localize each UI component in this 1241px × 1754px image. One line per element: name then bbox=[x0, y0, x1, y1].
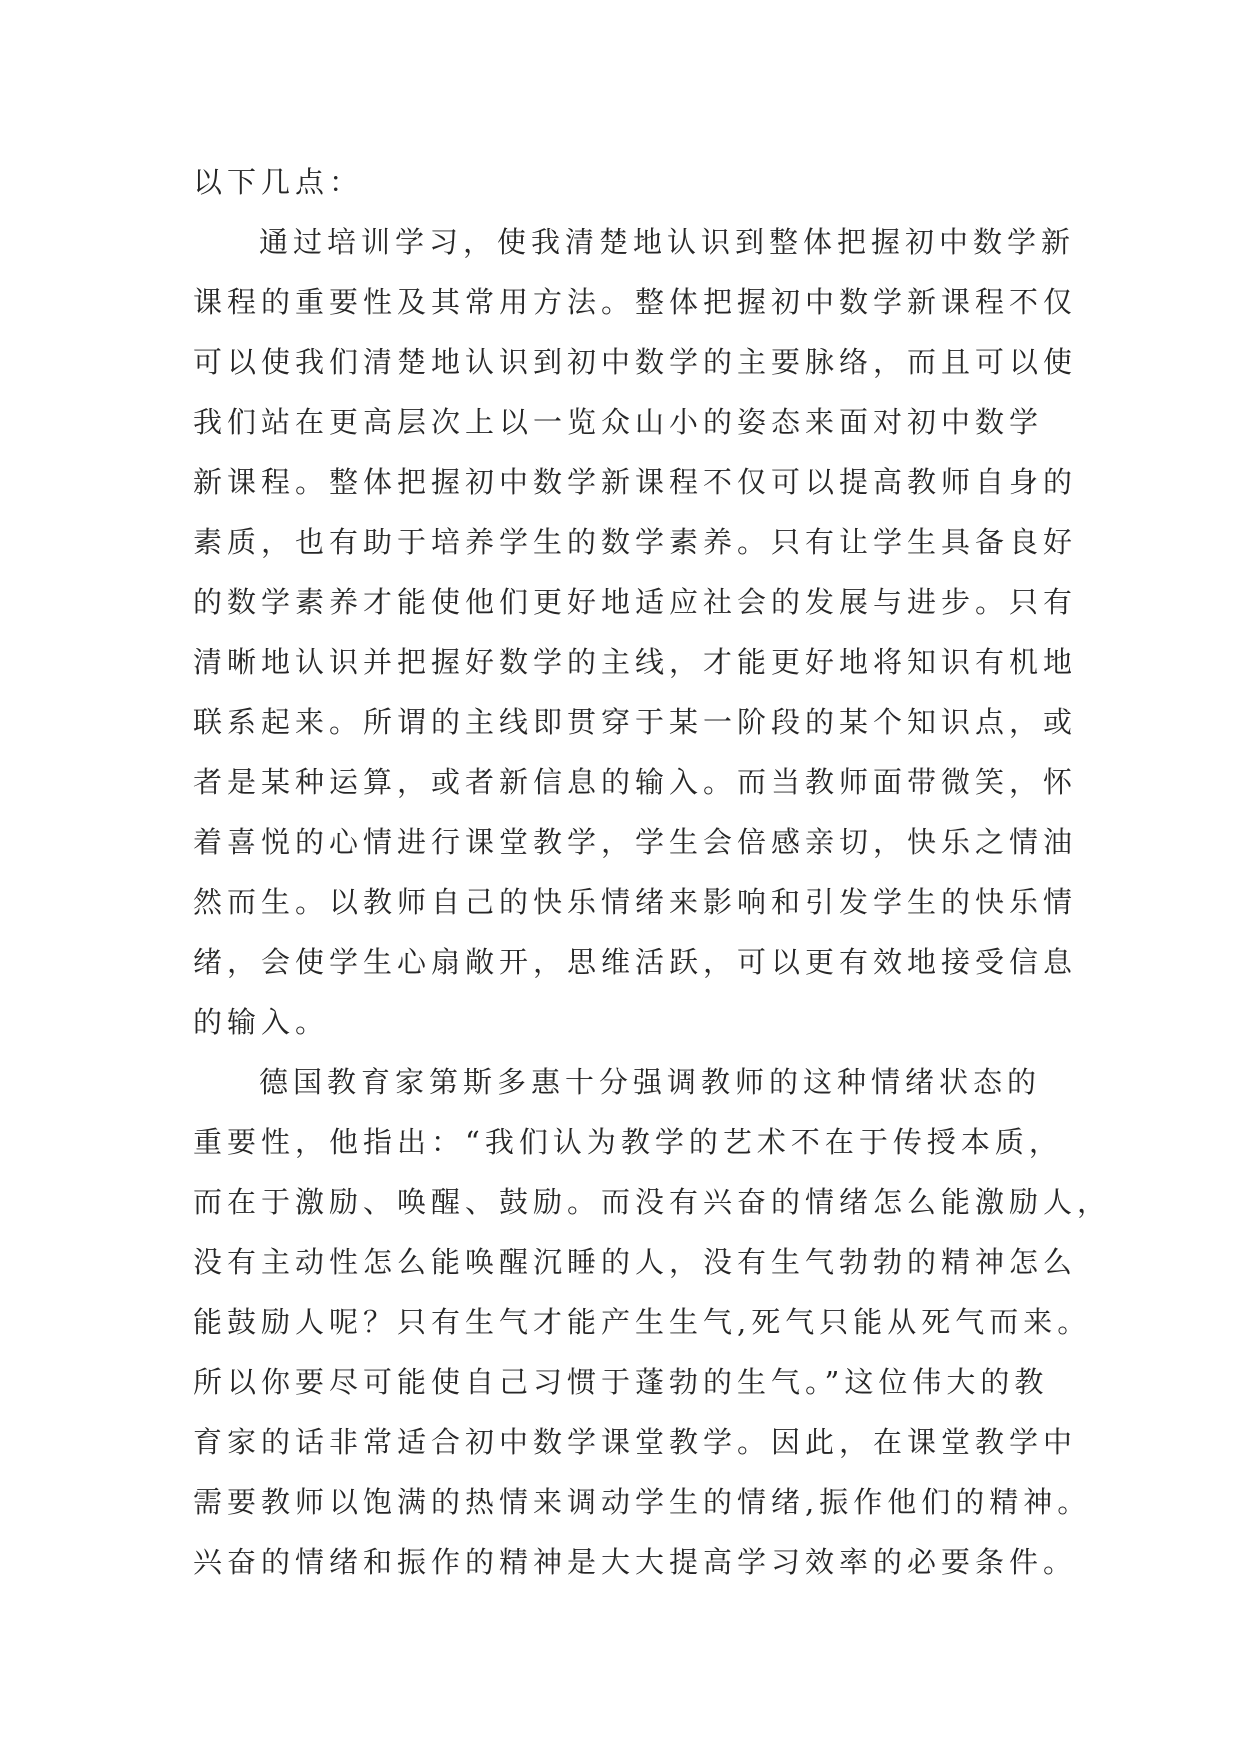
text-line: 没有主动性怎么能唤醒沉睡的人，没有生气勃勃的精神怎么 bbox=[193, 1245, 1078, 1279]
text-line: 兴奋的情绪和振作的精神是大大提高学习效率的必要条件。 bbox=[193, 1545, 1078, 1579]
text-line: 着喜悦的心情进行课堂教学，学生会倍感亲切，快乐之情油 bbox=[193, 825, 1078, 859]
text-line: 育家的话非常适合初中数学课堂教学。因此，在课堂教学中 bbox=[193, 1425, 1078, 1459]
text-line: 素质，也有助于培养学生的数学素养。只有让学生具备良好 bbox=[193, 525, 1078, 559]
text-line: 者是某种运算，或者新信息的输入。而当教师面带微笑，怀 bbox=[193, 765, 1078, 799]
paragraph-start-line: 德国教育家第斯多惠十分强调教师的这种情绪状态的 bbox=[259, 1065, 1042, 1099]
text-line: 可以使我们清楚地认识到初中数学的主要脉络，而且可以使 bbox=[193, 345, 1078, 379]
text-line: 课程的重要性及其常用方法。整体把握初中数学新课程不仅 bbox=[193, 285, 1078, 319]
paragraph-start-line: 通过培训学习，使我清楚地认识到整体把握初中数学新 bbox=[259, 225, 1076, 259]
text-line: 我们站在更高层次上以一览众山小的姿态来面对初中数学 bbox=[193, 405, 1044, 439]
text-line: 的输入。 bbox=[193, 1005, 330, 1039]
text-line: 重要性，他指出：“我们认为教学的艺术不在于传授本质， bbox=[193, 1125, 1063, 1159]
text-line: 能鼓励人呢？只有生气才能产生生气,死气只能从死气而来。 bbox=[193, 1305, 1092, 1339]
text-line: 以下几点： bbox=[193, 165, 364, 199]
text-line: 需要教师以饱满的热情来调动学生的情绪,振作他们的精神。 bbox=[193, 1485, 1092, 1519]
text-line: 然而生。以教师自己的快乐情绪来影响和引发学生的快乐情 bbox=[193, 885, 1078, 919]
text-line: 清晰地认识并把握好数学的主线，才能更好地将知识有机地 bbox=[193, 645, 1078, 679]
text-line: 所以你要尽可能使自己习惯于蓬勃的生气。”这位伟大的教 bbox=[193, 1365, 1049, 1399]
body-text bbox=[193, 152, 1112, 1592]
text-line: 绪，会使学生心扇敞开，思维活跃，可以更有效地接受信息 bbox=[193, 945, 1078, 979]
text-line: 联系起来。所谓的主线即贯穿于某一阶段的某个知识点，或 bbox=[193, 705, 1078, 739]
text-line: 而在于激励、唤醒、鼓励。而没有兴奋的情绪怎么能激励人， bbox=[193, 1185, 1112, 1219]
text-line: 的数学素养才能使他们更好地适应社会的发展与进步。只有 bbox=[193, 585, 1078, 619]
text-line: 新课程。整体把握初中数学新课程不仅可以提高教师自身的 bbox=[193, 465, 1078, 499]
